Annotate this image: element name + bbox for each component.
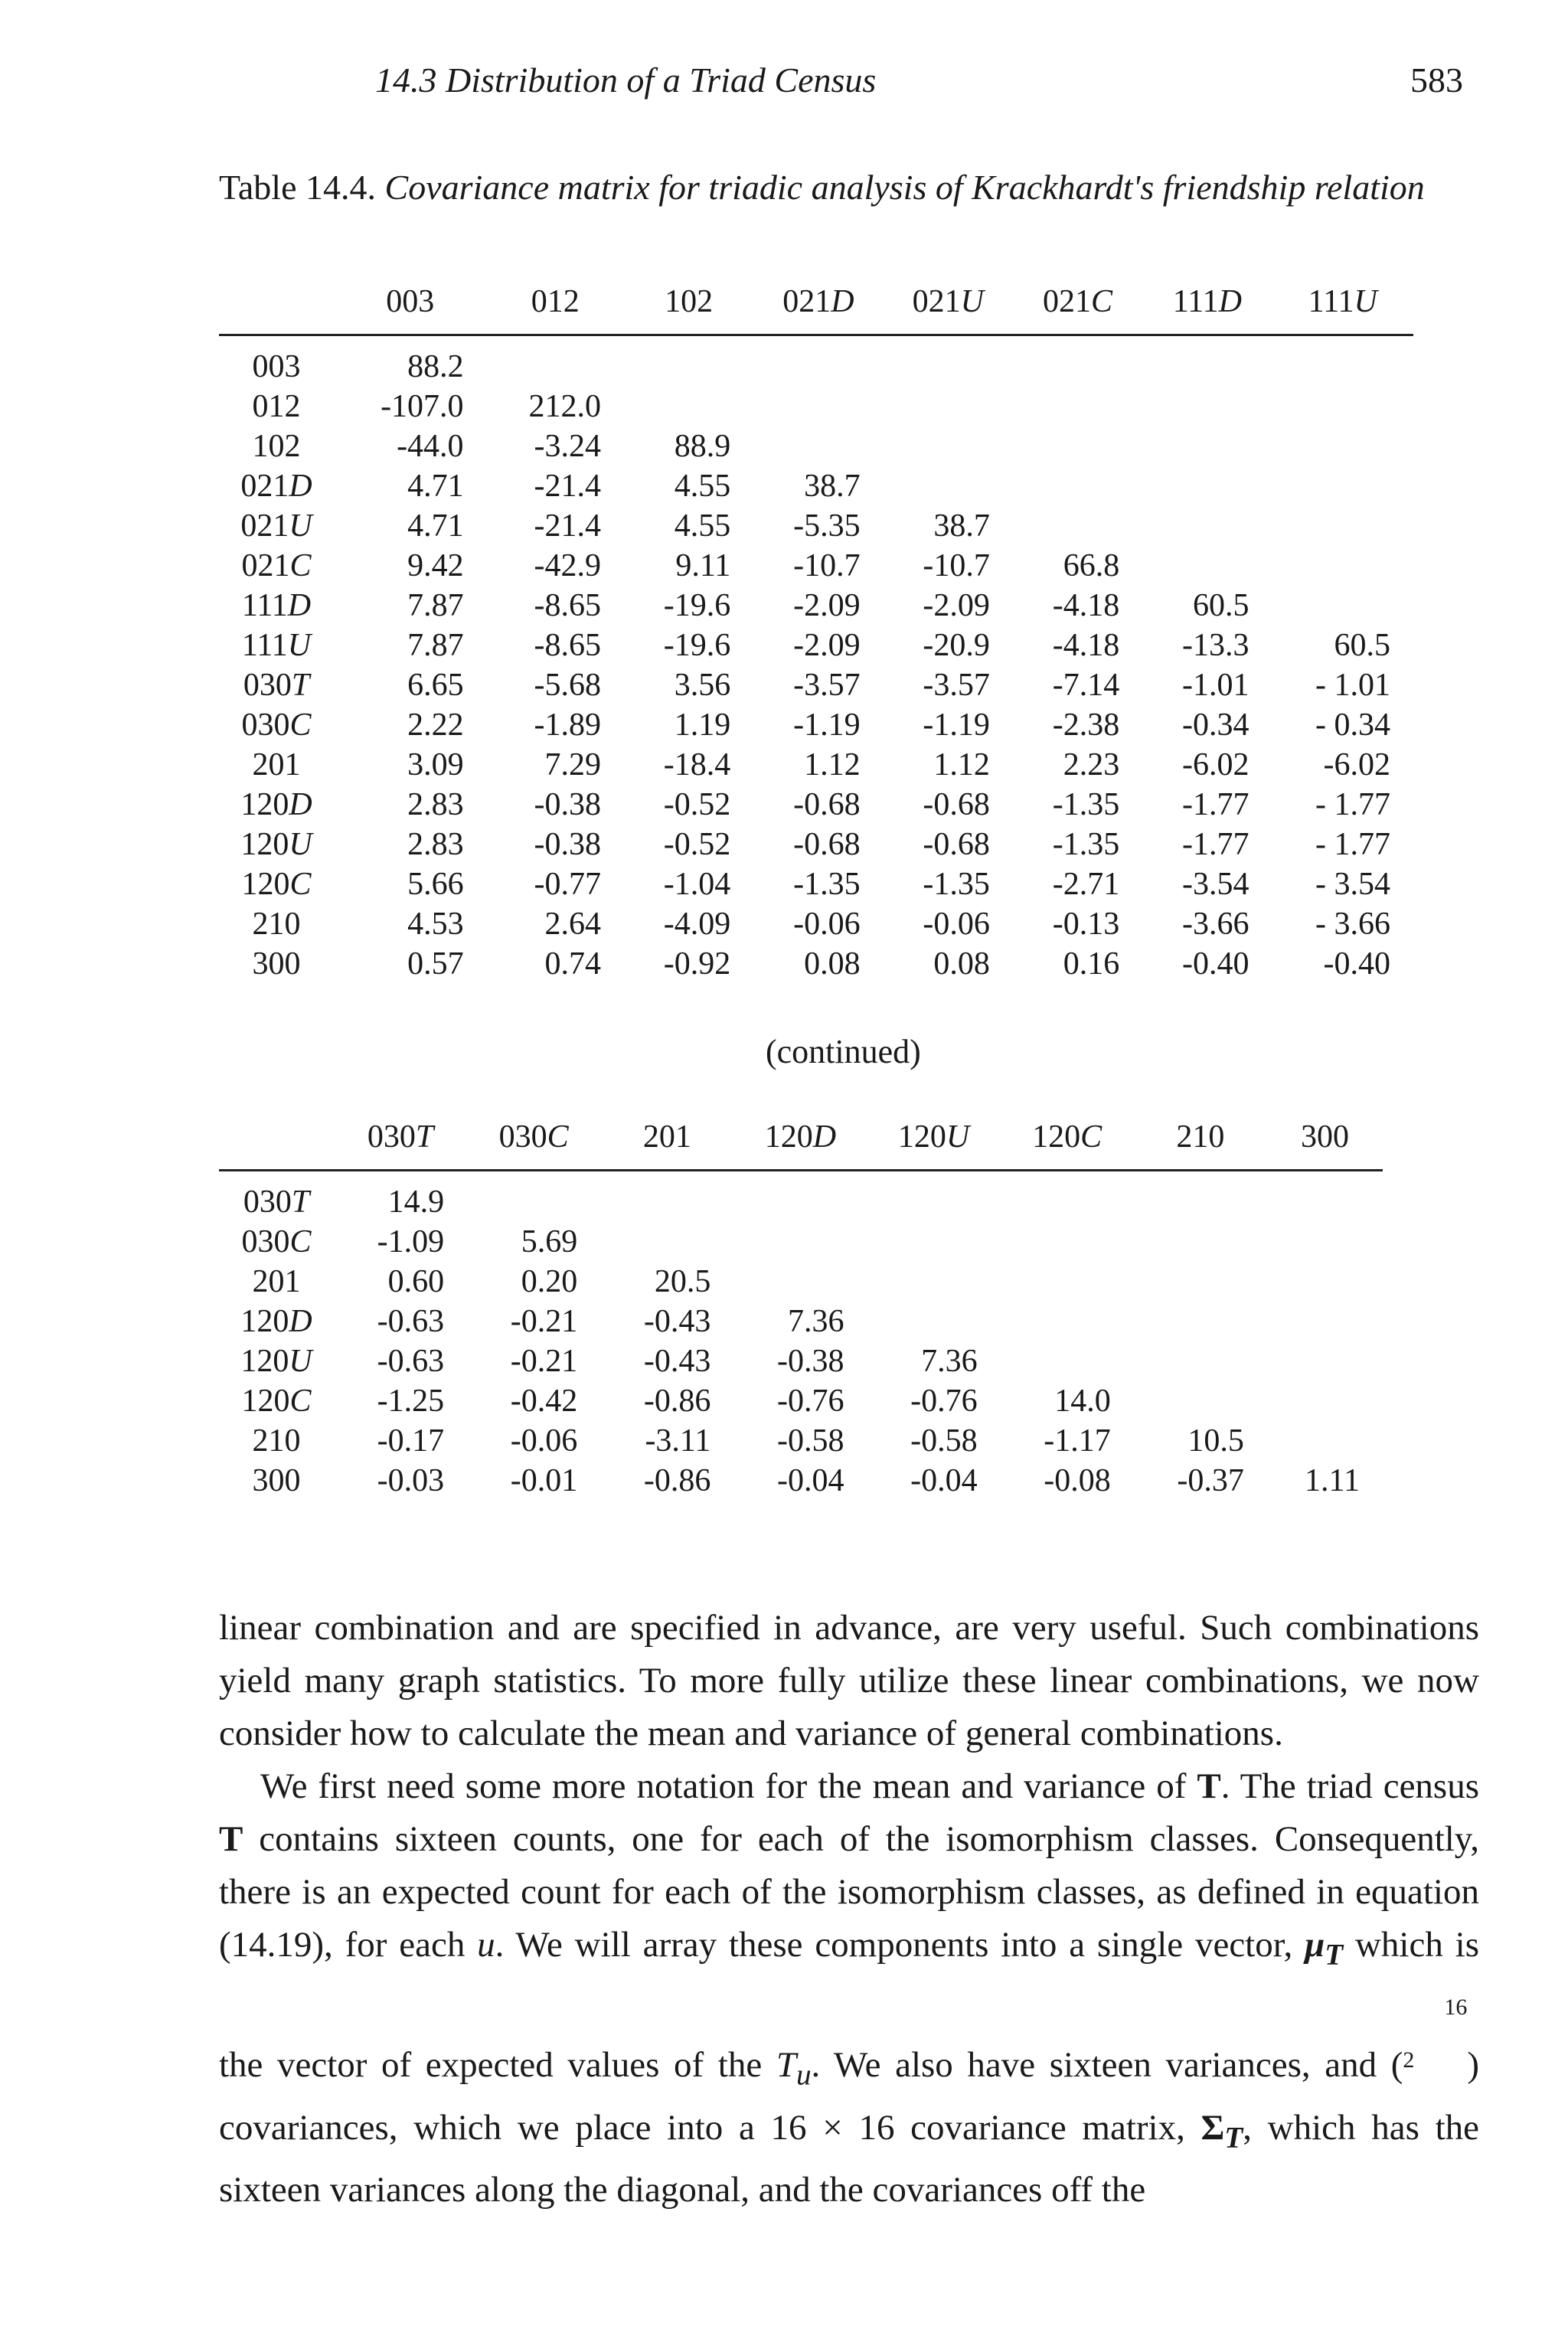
covariance-cell: -3.57	[793, 668, 861, 703]
covariance-cell	[1272, 546, 1413, 586]
covariance-cell: -0.06	[793, 907, 861, 942]
covariance-cell	[600, 1171, 733, 1223]
covariance-cell: -0.06	[510, 1423, 578, 1459]
covariance-cell: 2.83	[407, 787, 464, 822]
table-header-row	[219, 277, 1413, 326]
covariance-cell	[1013, 387, 1142, 426]
table-row	[219, 1262, 1383, 1302]
covariance-cell: 1.19	[674, 707, 731, 743]
covariance-cell: -3.66	[1182, 907, 1250, 942]
row-label: 300	[252, 946, 301, 982]
table-row	[219, 335, 1413, 387]
paragraph-1: linear combination and are specified in advance, are very useful. Such combinations yield many graph statistics. To more fully utilize these linear combinations, we now consider how to calculate the mean and variance of general combinations.	[219, 1608, 1479, 1753]
column-header: 102	[665, 284, 714, 319]
table-row	[219, 904, 1413, 944]
covariance-cell: -0.63	[377, 1344, 445, 1379]
covariance-cell: -0.63	[377, 1304, 445, 1339]
covariance-cell	[1267, 1421, 1383, 1461]
table-row	[219, 864, 1413, 904]
page-number: 583	[1410, 60, 1463, 100]
column-header: 210	[1176, 1119, 1225, 1155]
covariance-cell	[1267, 1222, 1383, 1262]
symbol-u: u	[477, 1925, 495, 1965]
covariance-cell: -3.57	[923, 668, 990, 703]
covariance-cell: -2.09	[793, 588, 861, 623]
covariance-cell	[1272, 466, 1413, 506]
column-header: 021C	[1043, 284, 1113, 319]
covariance-cell	[467, 1171, 600, 1223]
covariance-cell: -0.52	[663, 827, 731, 862]
covariance-cell	[1267, 1262, 1383, 1302]
covariance-cell: 0.74	[544, 946, 601, 982]
covariance-cell: 66.8	[1063, 548, 1120, 583]
row-label: 120C	[241, 867, 312, 902]
text-run: We first need some more notation for the mean and variance of	[260, 1766, 1187, 1806]
covariance-cell	[1001, 1302, 1134, 1341]
covariance-cell: -19.6	[663, 628, 731, 663]
covariance-cell	[1272, 387, 1413, 426]
covariance-cell: -0.01	[510, 1463, 578, 1498]
row-label: 102	[252, 429, 301, 464]
covariance-cell: -0.68	[793, 787, 861, 822]
covariance-cell	[624, 387, 753, 426]
covariance-cell: 60.5	[1334, 628, 1390, 663]
column-header: 021D	[782, 284, 854, 319]
covariance-cell: - 1.01	[1315, 668, 1390, 703]
covariance-cell: -1.77	[1182, 827, 1250, 862]
row-label: 210	[252, 1423, 301, 1459]
covariance-cell: -0.37	[1177, 1463, 1244, 1498]
caption-text: Covariance matrix for triadic analysis of Krackhardt's friendship relation	[384, 168, 1425, 207]
covariance-cell	[867, 1171, 1001, 1223]
covariance-cell: 4.55	[674, 469, 731, 504]
header-rule	[219, 1161, 1383, 1171]
covariance-cell: 88.2	[407, 349, 464, 384]
covariance-cell	[1142, 506, 1272, 546]
covariance-cell: 9.11	[675, 548, 731, 583]
covariance-cell: 0.08	[933, 946, 990, 982]
covariance-cell: 7.87	[407, 588, 464, 623]
covariance-cell: -1.89	[534, 707, 601, 743]
text-run: , which has the sixteen variances along the diagonal, and the covariances off the	[219, 2107, 1480, 2210]
covariance-cell: -1.09	[377, 1224, 445, 1259]
table-row	[219, 586, 1413, 626]
covariance-cell	[733, 1171, 867, 1223]
symbol-T: T	[219, 1819, 243, 1859]
covariance-cell	[1267, 1302, 1383, 1341]
covariance-cell: 4.71	[407, 469, 464, 504]
table-row	[219, 387, 1413, 426]
covariance-cell: -0.68	[923, 787, 990, 822]
column-header: 120C	[1032, 1119, 1102, 1155]
covariance-cell: -4.18	[1052, 588, 1120, 623]
covariance-cell: -4.18	[1052, 628, 1120, 663]
table-row	[219, 1381, 1383, 1421]
covariance-cell: -0.42	[510, 1384, 578, 1419]
row-label: 012	[252, 389, 301, 424]
running-head: 14.3 Distribution of a Triad Census	[375, 60, 877, 100]
symbol-sigma-T: $\Sigma_T$	[1200, 2107, 1243, 2155]
table-row	[219, 825, 1413, 864]
covariance-cell	[733, 1262, 867, 1302]
row-label: 003	[252, 349, 301, 384]
covariance-cell: -3.24	[534, 429, 601, 464]
covariance-cell: -21.4	[534, 469, 601, 504]
covariance-cell: -0.68	[923, 827, 990, 862]
covariance-cell: -0.43	[643, 1344, 711, 1379]
covariance-cell: -44.0	[397, 429, 464, 464]
covariance-cell	[1142, 466, 1272, 506]
covariance-cell: 0.60	[387, 1264, 445, 1299]
covariance-cell: -1.35	[793, 867, 861, 902]
covariance-cell: -1.19	[793, 707, 861, 743]
covariance-cell	[1267, 1171, 1383, 1223]
row-label: 111D	[241, 588, 312, 623]
covariance-cell: 38.7	[933, 508, 990, 544]
row-label: 030T	[243, 668, 310, 703]
covariance-cell: 20.5	[654, 1264, 711, 1299]
covariance-cell: -42.9	[534, 548, 601, 583]
covariance-cell: -13.3	[1182, 628, 1250, 663]
continued-label: (continued)	[766, 1033, 921, 1070]
covariance-cell	[1272, 586, 1413, 626]
covariance-cell: -1.01	[1182, 668, 1250, 703]
covariance-cell: 60.5	[1193, 588, 1250, 623]
covariance-cell: 7.29	[544, 747, 601, 782]
text-run: contains sixteen counts, one for each of the isomorphism classes. Consequently, there is an expected count for each of the isomorphism classes, as defined in equation (14.19), for each	[219, 1819, 1480, 1965]
covariance-cell: - 3.54	[1315, 867, 1390, 902]
paragraph-2	[219, 1760, 1479, 2217]
body-text	[219, 1602, 1479, 2217]
table-body	[219, 335, 1413, 985]
covariance-cell: -1.35	[1052, 827, 1120, 862]
column-header: 030C	[498, 1119, 569, 1155]
covariance-cell: 0.08	[804, 946, 861, 982]
text-run: covariances, which we place into a 16 × 16 covariance matrix,	[219, 2107, 1185, 2148]
table-row	[219, 705, 1413, 745]
table-row	[219, 785, 1413, 825]
covariance-cell	[1013, 506, 1142, 546]
column-header: 030T	[367, 1119, 434, 1155]
table-row	[219, 1171, 1383, 1223]
covariance-cell: -1.35	[923, 867, 990, 902]
table-row	[219, 546, 1413, 586]
covariance-cell: -10.7	[923, 548, 990, 583]
row-label: 030C	[241, 1224, 312, 1259]
column-header: 012	[531, 284, 580, 319]
covariance-cell: -1.35	[1052, 787, 1120, 822]
covariance-cell: 1.12	[804, 747, 861, 782]
row-label: 300	[252, 1463, 301, 1498]
table-row	[219, 1222, 1383, 1262]
table-row	[219, 426, 1413, 466]
table-body	[219, 1171, 1383, 1501]
covariance-cell: 7.36	[921, 1344, 978, 1379]
covariance-cell	[1013, 335, 1142, 387]
covariance-cell	[1142, 335, 1272, 387]
column-header: 120U	[897, 1119, 970, 1155]
covariance-cell: -1.19	[923, 707, 990, 743]
covariance-cell: 88.9	[674, 429, 731, 464]
covariance-cell: - 0.34	[1315, 707, 1390, 743]
covariance-cell: 0.20	[521, 1264, 578, 1299]
covariance-cell: -0.13	[1052, 907, 1120, 942]
covariance-cell: 4.53	[407, 907, 464, 942]
binomial-16-choose-2: (16 2 )	[1390, 1995, 1480, 2086]
covariance-cell: -6.02	[1182, 747, 1250, 782]
symbol-mu-T: $\mu_T$	[1305, 1925, 1344, 1972]
covariance-cell	[867, 1262, 1001, 1302]
covariance-cell: 6.65	[407, 668, 464, 703]
covariance-cell	[1001, 1262, 1134, 1302]
covariance-cell: - 1.77	[1315, 787, 1390, 822]
covariance-cell: -0.86	[643, 1384, 711, 1419]
covariance-cell: -3.54	[1182, 867, 1250, 902]
covariance-cell: -0.17	[377, 1423, 445, 1459]
text-run: . We also have sixteen variances, and	[811, 2045, 1377, 2086]
covariance-cell: -0.08	[1044, 1463, 1111, 1498]
covariance-cell: -0.21	[510, 1344, 578, 1379]
covariance-cell	[1142, 546, 1272, 586]
covariance-cell: -18.4	[663, 747, 731, 782]
covariance-cell	[1142, 387, 1272, 426]
covariance-cell: -1.17	[1044, 1423, 1111, 1459]
covariance-cell: -0.76	[777, 1384, 844, 1419]
table-row	[219, 745, 1413, 785]
covariance-cell: -0.58	[910, 1423, 978, 1459]
covariance-cell: -21.4	[534, 508, 601, 544]
covariance-cell: -0.86	[643, 1463, 711, 1498]
table-row	[219, 665, 1413, 705]
covariance-cell: 4.55	[674, 508, 731, 544]
covariance-cell: 0.16	[1063, 946, 1120, 982]
covariance-cell: -1.25	[377, 1384, 445, 1419]
covariance-cell	[884, 387, 1013, 426]
covariance-cell: -8.65	[534, 628, 601, 663]
covariance-cell	[1001, 1171, 1134, 1223]
text-run: . The triad census	[1220, 1766, 1480, 1806]
covariance-cell: -2.09	[793, 628, 861, 663]
covariance-cell: 0.57	[407, 946, 464, 982]
table-header-row	[219, 1112, 1383, 1161]
covariance-cell: 2.83	[407, 827, 464, 862]
covariance-cell: 1.11	[1305, 1463, 1360, 1498]
covariance-cell	[600, 1222, 733, 1262]
covariance-cell: -2.38	[1052, 707, 1120, 743]
covariance-cell	[867, 1302, 1001, 1341]
covariance-cell: 1.12	[933, 747, 990, 782]
covariance-cell	[1134, 1222, 1267, 1262]
covariance-cell: 3.56	[674, 668, 731, 703]
covariance-cell	[1134, 1302, 1267, 1341]
column-header: 111U	[1308, 284, 1377, 319]
row-label: 210	[252, 907, 301, 942]
caption-label: Table 14.4.	[219, 168, 377, 207]
covariance-cell	[1267, 1341, 1383, 1381]
column-header: 021U	[912, 284, 984, 319]
table-row	[219, 944, 1413, 984]
row-label: 201	[252, 1264, 301, 1299]
covariance-cell	[733, 1222, 867, 1262]
covariance-cell: -0.04	[777, 1463, 844, 1498]
covariance-table-part-2	[219, 1112, 1383, 1501]
corner-cell	[219, 1112, 334, 1161]
covariance-cell: 7.36	[788, 1304, 844, 1339]
covariance-cell: 2.23	[1063, 747, 1120, 782]
covariance-cell: 4.71	[407, 508, 464, 544]
covariance-cell: 3.09	[407, 747, 464, 782]
covariance-cell: 10.5	[1187, 1423, 1244, 1459]
covariance-cell	[1267, 1381, 1383, 1421]
covariance-cell	[884, 466, 1013, 506]
covariance-cell: 7.87	[407, 628, 464, 663]
covariance-cell	[884, 426, 1013, 466]
column-header: 003	[386, 284, 435, 319]
covariance-cell: -0.43	[643, 1304, 711, 1339]
table-row	[219, 466, 1413, 506]
covariance-cell: -4.09	[663, 907, 731, 942]
row-label: 030T	[243, 1184, 310, 1220]
text-run: which is the vector of expected values of the	[219, 1925, 1480, 2086]
covariance-cell: - 3.66	[1315, 907, 1390, 942]
covariance-cell: -0.34	[1182, 707, 1250, 743]
covariance-cell: -0.04	[910, 1463, 978, 1498]
column-header: 201	[642, 1119, 691, 1155]
covariance-cell	[1142, 426, 1272, 466]
covariance-cell	[867, 1222, 1001, 1262]
covariance-cell: -0.03	[377, 1463, 445, 1498]
covariance-cell	[1134, 1262, 1267, 1302]
covariance-cell: -0.38	[534, 787, 601, 822]
covariance-cell: -107.0	[381, 389, 464, 424]
covariance-cell: -10.7	[793, 548, 861, 583]
covariance-cell: -0.38	[534, 827, 601, 862]
covariance-table-part-1	[219, 277, 1413, 984]
covariance-cell: 5.69	[521, 1224, 578, 1259]
column-header: 111D	[1172, 284, 1242, 319]
table-row	[219, 1341, 1383, 1381]
covariance-cell: -0.06	[923, 907, 990, 942]
covariance-cell: -8.65	[534, 588, 601, 623]
covariance-cell: -0.77	[534, 867, 601, 902]
covariance-cell: -5.68	[534, 668, 601, 703]
table-row	[219, 1421, 1383, 1461]
corner-cell	[219, 277, 334, 326]
covariance-cell: -1.77	[1182, 787, 1250, 822]
column-header: 300	[1300, 1119, 1349, 1155]
row-label: 120D	[240, 787, 312, 822]
covariance-cell: 14.0	[1054, 1384, 1111, 1419]
covariance-cell	[1013, 466, 1142, 506]
covariance-cell	[487, 335, 624, 387]
covariance-cell: 14.9	[387, 1184, 445, 1220]
row-label: 201	[252, 747, 301, 782]
covariance-cell: -2.09	[923, 588, 990, 623]
row-label: 120C	[241, 1384, 312, 1419]
text-run: . We will array these components into a single vector,	[495, 1925, 1293, 1965]
covariance-cell	[1001, 1222, 1134, 1262]
covariance-cell: -0.68	[793, 827, 861, 862]
table-row	[219, 1461, 1383, 1501]
covariance-cell: -1.04	[663, 867, 731, 902]
row-label: 111U	[241, 628, 312, 663]
covariance-cell: 5.66	[407, 867, 464, 902]
covariance-cell	[1013, 426, 1142, 466]
table-row	[219, 626, 1413, 665]
covariance-cell	[753, 335, 883, 387]
covariance-cell: -3.11	[645, 1423, 711, 1459]
symbol-T: T	[1197, 1766, 1221, 1806]
covariance-cell: 2.64	[544, 907, 601, 942]
column-header: 120D	[764, 1119, 837, 1155]
row-label: 120U	[240, 827, 312, 862]
row-label: 120U	[240, 1344, 312, 1379]
covariance-cell: -0.21	[510, 1304, 578, 1339]
row-label: 030C	[241, 707, 312, 743]
table-caption	[219, 161, 1444, 214]
covariance-cell: - 1.77	[1315, 827, 1390, 862]
covariance-cell	[1134, 1341, 1267, 1381]
table-row	[219, 506, 1413, 546]
covariance-cell	[884, 335, 1013, 387]
covariance-cell: -5.35	[793, 508, 861, 544]
row-label: 120D	[240, 1304, 312, 1339]
covariance-cell	[1134, 1381, 1267, 1421]
covariance-cell: -0.40	[1182, 946, 1250, 982]
covariance-cell	[1134, 1171, 1267, 1223]
covariance-cell	[753, 387, 883, 426]
covariance-cell: -19.6	[663, 588, 731, 623]
row-label: 021C	[241, 548, 312, 583]
covariance-cell: -20.9	[923, 628, 990, 663]
covariance-cell	[1272, 426, 1413, 466]
covariance-cell	[1272, 335, 1413, 387]
header-rule	[219, 326, 1413, 335]
covariance-cell	[753, 426, 883, 466]
row-label: 021U	[240, 508, 312, 544]
covariance-cell: -0.38	[777, 1344, 844, 1379]
covariance-cell: 9.42	[407, 548, 464, 583]
covariance-cell	[624, 335, 753, 387]
covariance-cell: -7.14	[1052, 668, 1120, 703]
covariance-cell	[1272, 506, 1413, 546]
covariance-cell: -0.92	[663, 946, 731, 982]
covariance-cell: -2.71	[1052, 867, 1120, 902]
covariance-cell: 38.7	[804, 469, 861, 504]
symbol-T-u: $T_u$	[776, 2045, 812, 2092]
covariance-cell: -0.52	[663, 787, 731, 822]
covariance-cell: -0.58	[777, 1423, 844, 1459]
covariance-cell: -0.76	[910, 1384, 978, 1419]
covariance-cell: 2.22	[407, 707, 464, 743]
covariance-cell: 212.0	[528, 389, 601, 424]
covariance-cell: -0.40	[1323, 946, 1390, 982]
covariance-cell: -6.02	[1323, 747, 1390, 782]
row-label: 021D	[240, 469, 312, 504]
table-row	[219, 1302, 1383, 1341]
covariance-cell	[1001, 1341, 1134, 1381]
